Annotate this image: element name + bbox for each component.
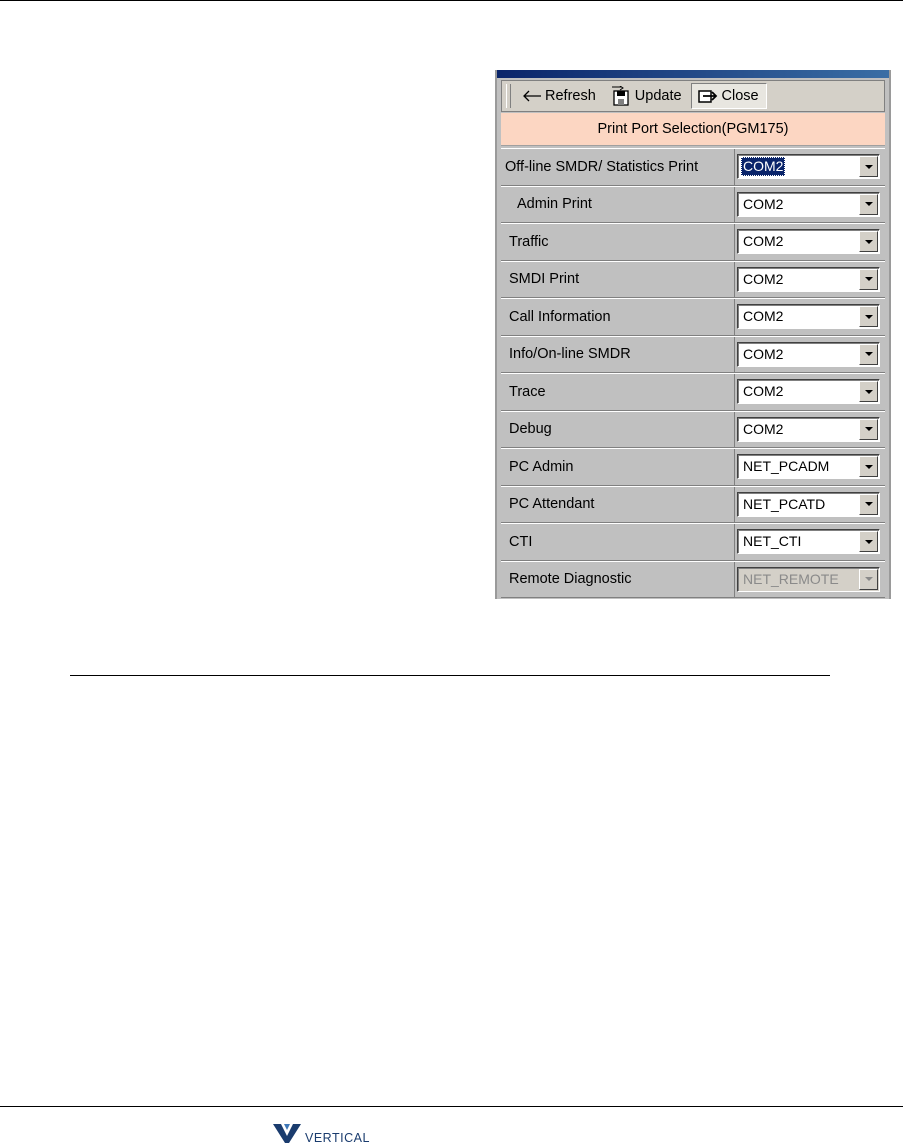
port-select-value: NET_PCATD bbox=[743, 495, 826, 512]
row-label: SMDI Print bbox=[509, 271, 580, 288]
port-select[interactable] bbox=[737, 379, 880, 404]
port-select-value: COM2 bbox=[743, 195, 784, 212]
port-row-traffic bbox=[501, 223, 885, 261]
port-select[interactable] bbox=[737, 454, 880, 479]
dropdown-button bbox=[859, 569, 878, 590]
chevron-down-icon bbox=[865, 540, 873, 544]
port-select-value: NET_CTI bbox=[743, 533, 802, 549]
port-select[interactable] bbox=[737, 229, 880, 254]
refresh-label: Refresh bbox=[545, 88, 596, 104]
back-arrow-icon bbox=[522, 89, 542, 103]
row-label: Debug bbox=[509, 421, 552, 438]
chevron-down-icon bbox=[865, 465, 873, 469]
chevron-down-icon bbox=[865, 277, 873, 281]
page-top-rule bbox=[0, 0, 903, 1]
port-select[interactable] bbox=[737, 342, 880, 367]
chevron-down-icon bbox=[865, 577, 873, 581]
toolbar bbox=[501, 80, 885, 112]
column-divider bbox=[734, 449, 735, 485]
port-select-value: COM2 bbox=[743, 233, 784, 249]
port-row-smdi-print bbox=[501, 261, 885, 299]
port-select[interactable] bbox=[737, 154, 880, 179]
column-divider bbox=[734, 487, 735, 523]
dropdown-button[interactable] bbox=[859, 231, 878, 252]
column-divider bbox=[734, 374, 735, 410]
row-label: PC Admin bbox=[509, 458, 574, 475]
column-divider bbox=[734, 299, 735, 335]
port-row-cti bbox=[501, 523, 885, 561]
column-divider bbox=[734, 337, 735, 373]
dropdown-button[interactable] bbox=[859, 156, 878, 177]
port-select[interactable] bbox=[737, 267, 880, 292]
panel-title-text: Print Port Selection(PGM175) bbox=[597, 121, 789, 137]
row-label: Admin Print bbox=[517, 196, 592, 213]
dropdown-button[interactable] bbox=[859, 269, 878, 290]
port-select[interactable] bbox=[737, 492, 880, 517]
close-button[interactable] bbox=[691, 83, 767, 109]
port-row-offline-smdr bbox=[501, 148, 885, 186]
port-settings-list bbox=[501, 148, 885, 598]
dropdown-button[interactable] bbox=[859, 381, 878, 402]
port-select[interactable] bbox=[737, 417, 880, 442]
column-divider bbox=[734, 262, 735, 298]
port-select-value: COM2 bbox=[743, 383, 784, 399]
column-divider bbox=[734, 412, 735, 448]
port-row-admin-print bbox=[501, 186, 885, 224]
save-disk-icon bbox=[610, 86, 632, 106]
port-select-value: NET_REMOTE bbox=[743, 570, 839, 587]
chevron-down-icon bbox=[865, 352, 873, 356]
footer-rule bbox=[0, 1106, 903, 1107]
port-select-value: NET_PCADM bbox=[743, 458, 830, 474]
chevron-down-icon bbox=[865, 390, 873, 394]
close-label: Close bbox=[721, 88, 759, 104]
column-divider bbox=[734, 524, 735, 560]
column-divider bbox=[734, 224, 735, 260]
port-select[interactable] bbox=[737, 529, 880, 554]
port-row-info-online-smdr bbox=[501, 336, 885, 374]
vertical-logo-mark-icon bbox=[272, 1122, 302, 1144]
dropdown-button[interactable] bbox=[859, 194, 878, 215]
row-label: PC Attendant bbox=[509, 496, 595, 513]
dropdown-button[interactable] bbox=[859, 306, 878, 327]
column-divider bbox=[734, 562, 735, 598]
port-row-pc-admin bbox=[501, 448, 885, 486]
chevron-down-icon bbox=[865, 502, 873, 506]
port-select-value: COM2 bbox=[743, 420, 784, 437]
row-label: Info/On-line SMDR bbox=[509, 346, 631, 363]
port-row-call-information bbox=[501, 298, 885, 336]
port-row-remote-diagnostic bbox=[501, 561, 885, 599]
port-select-value: COM2 bbox=[743, 158, 784, 174]
panel-title bbox=[501, 113, 885, 146]
port-select-value: COM2 bbox=[743, 308, 784, 324]
port-select-value: COM2 bbox=[743, 270, 784, 287]
vertical-logo bbox=[272, 1122, 370, 1144]
port-row-trace bbox=[501, 373, 885, 411]
port-select[interactable] bbox=[737, 304, 880, 329]
column-divider bbox=[734, 187, 735, 223]
port-select[interactable] bbox=[737, 192, 880, 217]
dropdown-button[interactable] bbox=[859, 344, 878, 365]
update-label: Update bbox=[634, 88, 682, 104]
logo-wordmark: VERTICAL bbox=[305, 1131, 370, 1145]
port-row-pc-attendant bbox=[501, 486, 885, 524]
port-row-debug bbox=[501, 411, 885, 449]
dropdown-button[interactable] bbox=[859, 456, 878, 477]
row-label: CTI bbox=[509, 533, 533, 550]
toolbar-grip[interactable] bbox=[506, 84, 511, 108]
row-label: Trace bbox=[509, 383, 546, 400]
row-label: Remote Diagnostic bbox=[509, 571, 632, 588]
chevron-down-icon bbox=[865, 427, 873, 431]
port-select-value: COM2 bbox=[743, 345, 784, 362]
port-select-disabled bbox=[737, 567, 880, 592]
chevron-down-icon bbox=[865, 240, 873, 244]
print-port-window bbox=[495, 70, 891, 599]
dropdown-button[interactable] bbox=[859, 531, 878, 552]
column-divider bbox=[734, 149, 735, 185]
refresh-button[interactable] bbox=[517, 83, 603, 109]
row-label: Call Information bbox=[509, 308, 611, 325]
row-label: Off-line SMDR/ Statistics Print bbox=[505, 158, 699, 175]
chevron-down-icon bbox=[865, 315, 873, 319]
window-title-bar bbox=[497, 70, 889, 78]
dropdown-button[interactable] bbox=[859, 419, 878, 440]
row-label: Traffic bbox=[509, 233, 549, 250]
update-button[interactable] bbox=[605, 83, 689, 109]
chevron-down-icon bbox=[865, 202, 873, 206]
section-divider bbox=[70, 675, 830, 676]
chevron-down-icon bbox=[865, 165, 873, 169]
exit-arrow-icon bbox=[697, 88, 719, 104]
dropdown-button[interactable] bbox=[859, 494, 878, 515]
